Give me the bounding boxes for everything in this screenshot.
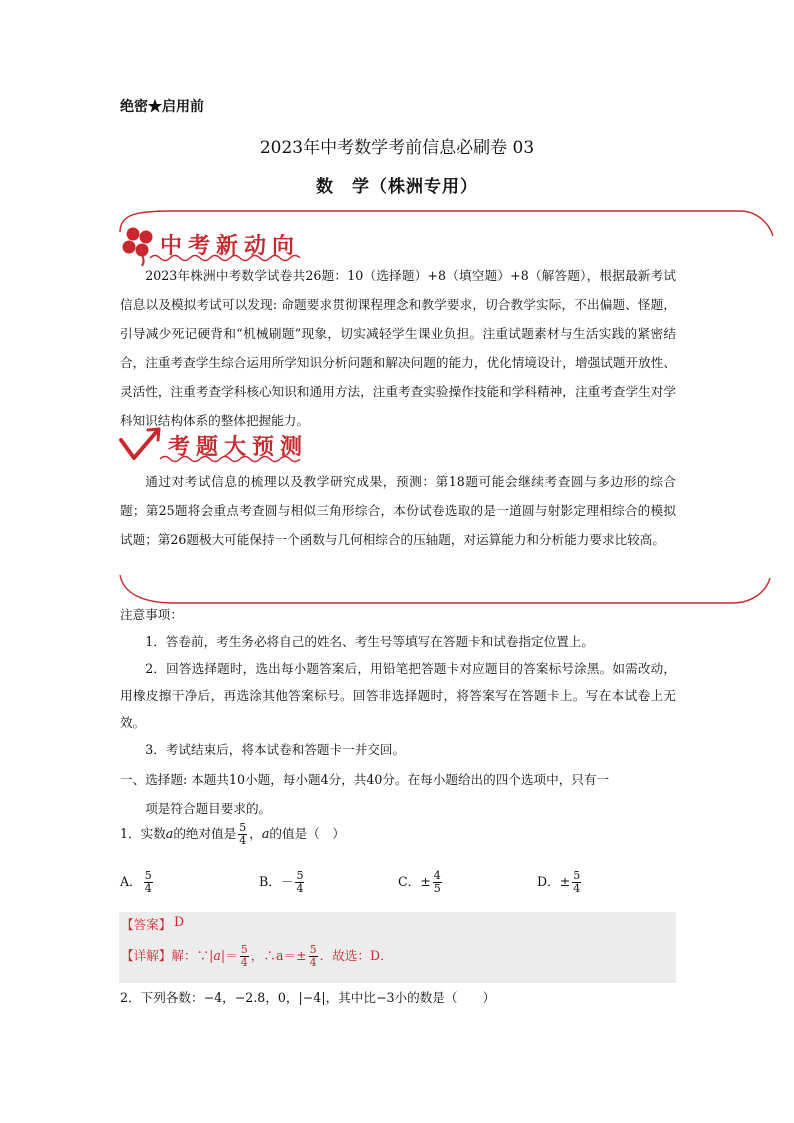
- option-b-num: 5: [296, 869, 304, 882]
- q1-prefix: 1．实数: [120, 826, 166, 841]
- option-c-den: 5: [433, 882, 441, 895]
- q2-text-2: ，其中比−3小的数是（ ）: [325, 990, 496, 1005]
- q1-fraction-num: 5: [239, 821, 247, 834]
- option-d-num: 5: [573, 869, 581, 882]
- detail-label: 【详解】: [121, 948, 172, 963]
- q1-after: ，: [249, 826, 262, 841]
- banner-new-trend: 中考新动向: [160, 234, 301, 259]
- option-d-den: 4: [573, 882, 581, 895]
- notice-label: 注意事项：: [120, 607, 183, 622]
- detail-abs: |a|: [209, 948, 226, 963]
- option-b-label: B．: [259, 874, 281, 889]
- subject-title: 数 学（株洲专用）: [316, 177, 478, 197]
- detail-den-1: 4: [240, 956, 248, 969]
- detail-den-2: 4: [309, 956, 317, 969]
- detail-num-1: 5: [240, 943, 248, 956]
- detail-fraction-1: [240, 944, 249, 969]
- option-c-sign: ±: [420, 874, 431, 889]
- option-c-label: C．: [398, 874, 421, 889]
- option-d-sign: ±: [559, 874, 571, 889]
- notice-item-2: 2．回答选择题时，选出每小题答案后，用铅笔把答题卡对应题目的答案标号涂黑。如需改动，用橡皮擦干净后，再选涂其他答案标号。回答非选择题时，将答案写在答题卡上。写在本试卷上无效。: [120, 661, 676, 730]
- banner-prediction: 考题大预测: [168, 435, 309, 460]
- option-a-label: A．: [120, 874, 142, 889]
- secret-label: 绝密★启用前: [120, 99, 204, 115]
- section-1-heading: [120, 765, 676, 823]
- notice-item-1: 1．答卷前，考生务必将自己的姓名、考生号等填写在答题卡和试卷指定位置上。: [145, 634, 594, 649]
- q1-option-b: [259, 870, 306, 895]
- option-a-num: 5: [144, 869, 152, 882]
- option-d-fraction: [572, 870, 581, 895]
- new-trend-paragraph: 2023年株洲中考数学试卷共26题：10（选择题）+8（填空题）+8（解答题），根据最新考试信息以及模拟考试可以发现: 命题要求贯彻课程理念和教学要求，切合教学实际，不出偏题、怪题，引导减少死记硬背和“机械刷题”现象，切实减轻学生课业负担。注重试题素材与生活实践的紧密结合，注重考查学生综合运用所学知识分析问题和解决问题的能力，优化情境设计，增强试题开放性、灵活性，注重考查学科核心知识和通用方法，注重考查实验操作技能和学科精神，注重考查学生对学科知识结构体系的整体把握能力。: [120, 268, 676, 428]
- q1-option-a: [120, 870, 155, 895]
- detail-mid: ，∴a＝±: [250, 948, 307, 963]
- section-1-line-2: 项是符合题目要求的。: [145, 801, 272, 816]
- option-b-fraction: [295, 870, 304, 895]
- detail-fraction-2: [309, 944, 318, 969]
- answer-label: 【答案】: [121, 917, 172, 932]
- q1-suffix: 的值是（ ）: [269, 826, 345, 841]
- option-c-num: 4: [433, 869, 441, 882]
- prediction-paragraph: 通过对考试信息的梳理以及教学研究成果，预测：第18题可能会继续考查圆与多边形的综合题；第25题将会重点考查圆与相似三角形综合，本份试卷选取的是一道圆与射影定理相综合的模拟试题；第26题极大可能保持一个函数与几何相综合的压轴题，对运算能力和分析能力要求比较高。: [120, 474, 676, 547]
- option-b-sign: －: [280, 874, 294, 889]
- detail-eq: ＝: [225, 948, 238, 963]
- q2-text: 2．下列各数：−4，−2.8，0，: [120, 990, 299, 1005]
- answer-detail: [121, 944, 393, 969]
- q1-fraction: [238, 822, 247, 847]
- q1-option-c: [398, 870, 444, 895]
- section-1-line-1: 一、选择题: 本题共10小题，每小题4分，共40分。在每小题给出的四个选项中，只有一: [120, 772, 610, 787]
- detail-prefix: 解：∵: [171, 948, 210, 963]
- question-1: [120, 822, 345, 847]
- answer-value: D: [174, 914, 185, 929]
- question-2: [120, 987, 495, 1006]
- frame-bottom-line: [120, 575, 770, 603]
- q1-mid: 的绝对值是: [173, 826, 237, 841]
- q2-abs: |−4|: [298, 990, 326, 1005]
- option-b-den: 4: [296, 882, 304, 895]
- option-c-fraction: [433, 870, 442, 895]
- exam-title: 2023年中考数学考前信息必刷卷 03: [259, 138, 535, 158]
- q1-var: a: [165, 826, 174, 841]
- detail-end: ．故选：D．: [319, 948, 393, 963]
- q1-fraction-den: 4: [239, 834, 247, 847]
- q1-option-d: [537, 870, 583, 895]
- option-a-fraction: [144, 870, 153, 895]
- option-a-den: 4: [144, 882, 152, 895]
- q1-var2: a: [261, 826, 270, 841]
- notice-item-3: 3．考试结束后，将本试卷和答题卡一并交回。: [145, 742, 406, 757]
- detail-num-2: 5: [309, 943, 317, 956]
- option-d-label: D．: [537, 874, 560, 889]
